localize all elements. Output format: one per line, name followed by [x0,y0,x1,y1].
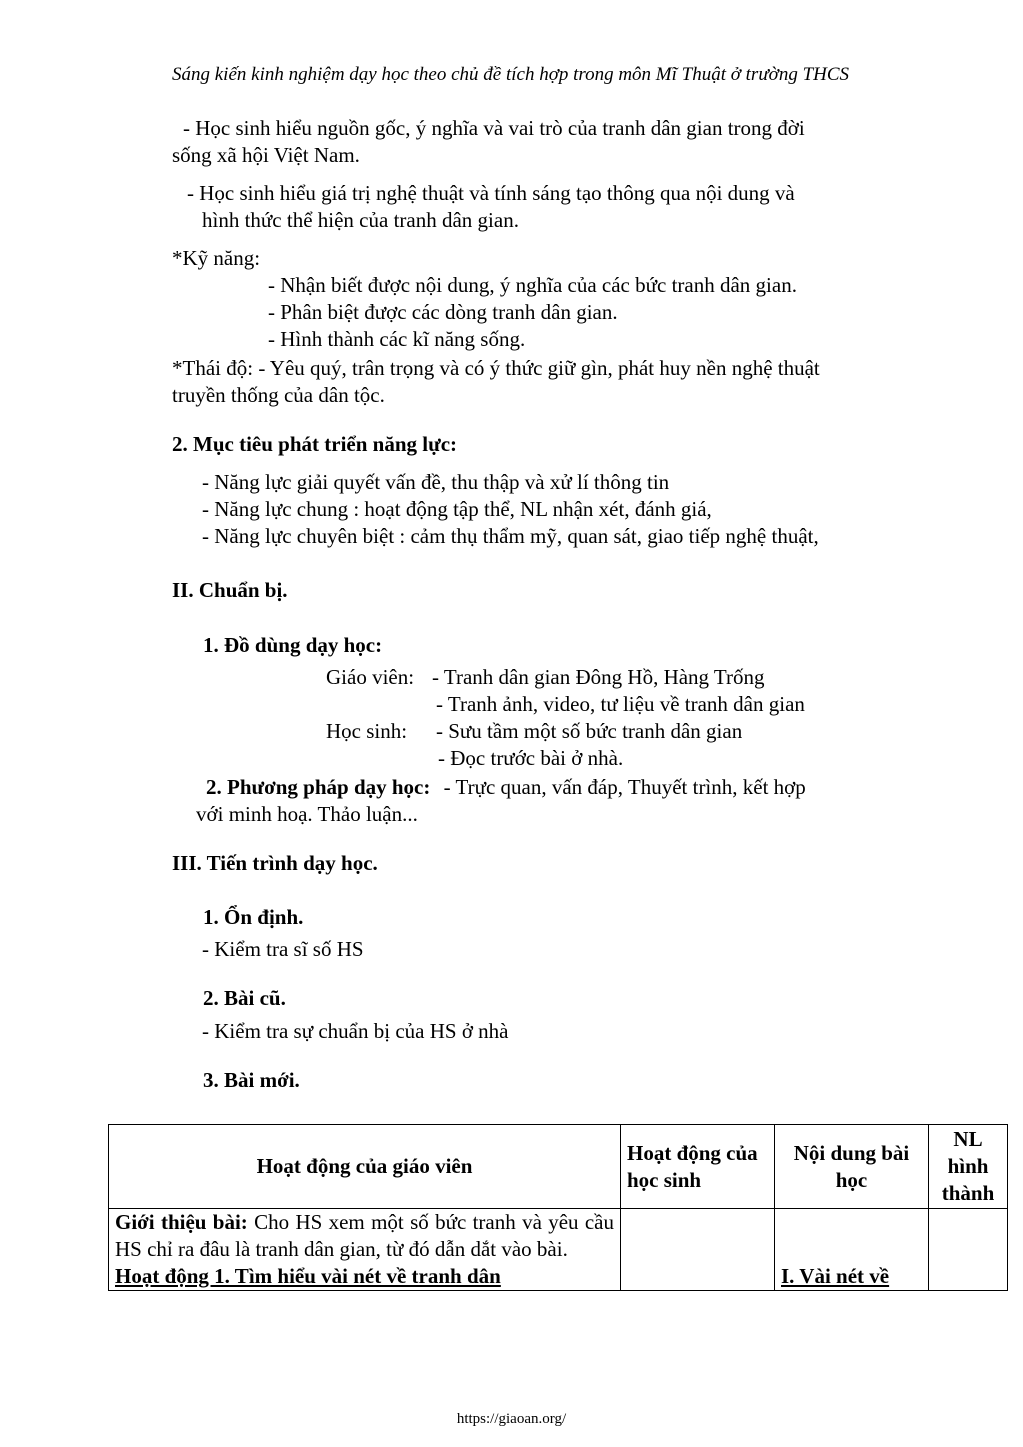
preparation-heading: II. Chuẩn bị. [172,578,288,602]
step2-heading: 2. Bài cũ. [203,986,286,1010]
method-line-2: với minh hoạ. Thảo luận... [196,802,418,826]
competency-cell [929,1209,1008,1291]
skill-item: - Phân biệt được các dòng tranh dân gian. [268,300,618,324]
header-competency: NL hình thành [929,1125,1008,1209]
teacher-label: Giáo viên: [326,665,415,689]
method-line-1 [206,774,806,801]
header-student-activity: Hoạt động của học sinh [621,1125,775,1209]
header-teacher-activity: Hoạt động của giáo viên [109,1125,621,1209]
attitude-line-2: truyền thống của dân tộc. [172,383,385,407]
table-header-row [109,1125,1008,1209]
skill-item: - Nhận biết được nội dung, ý nghĩa của các bức tranh dân gian. [268,273,797,297]
competency-heading: 2. Mục tiêu phát triển năng lực: [172,432,458,456]
step3-heading: 3. Bài mới. [203,1068,300,1092]
header-lesson-content: Nội dung bài học [775,1125,929,1209]
activity-1-title: Hoạt động 1. Tìm hiểu vài nét về tranh dân [115,1264,501,1288]
knowledge-item-1-line-2: sống xã hội Việt Nam. [172,143,360,167]
student-item: - Sưu tầm một số bức tranh dân gian [436,719,743,743]
document-header: Sáng kiến kinh nghiệm dạy học theo chủ đề tích hợp trong môn Mĩ Thuật ở trường THCS [172,64,850,85]
method-heading: 2. Phương pháp dạy học: [206,775,431,799]
skills-label: *Kỹ năng: [172,246,261,270]
competency-item: - Năng lực giải quyết vấn đề, thu thập và xử lí thông tin [202,470,670,494]
process-heading: III. Tiến trình dạy học. [172,851,378,875]
student-label: Học sinh: [326,719,408,743]
attitude-line-1: *Thái độ: - Yêu quý, trân trọng và có ý thức giữ gìn, phát huy nền nghệ thuật [172,356,820,380]
content-1-title: I. Vài nét về [781,1264,890,1288]
step2-item: - Kiểm tra sự chuẩn bị của HS ở nhà [202,1019,509,1043]
step1-heading: 1. Ổn định. [203,905,304,929]
skill-item: - Hình thành các kĩ năng sống. [268,327,526,351]
intro-text: Cho HS xem một số bức tranh và yêu cầu HS chỉ ra đâu là tranh dân gian, từ đó dẫn dắt vào bài. [115,1210,614,1261]
footer-url: https://giaoan.org/ [456,1411,567,1427]
table-row [109,1209,1008,1291]
step1-item: - Kiểm tra sĩ số HS [202,937,364,961]
knowledge-item-1-line-1: - Học sinh hiểu nguồn gốc, ý nghĩa và vai trò của tranh dân gian trong đời [183,116,805,140]
student-item: - Đọc trước bài ở nhà. [438,746,624,770]
teacher-item: - Tranh ảnh, video, tư liệu về tranh dân gian [436,692,805,716]
lesson-table [108,1124,1008,1291]
teacher-activity-cell [109,1209,621,1291]
knowledge-item-2-line-2: hình thức thể hiện của tranh dân gian. [202,208,519,232]
materials-heading: 1. Đồ dùng dạy học: [203,633,383,657]
teacher-item: - Tranh dân gian Đông Hồ, Hàng Trống [432,665,765,689]
method-text: - Trực quan, vấn đáp, Thuyết trình, kết hợp [443,775,806,799]
intro-paragraph [115,1209,614,1263]
competency-item: - Năng lực chuyên biệt : cảm thụ thẩm mỹ, quan sát, giao tiếp nghệ thuật, [202,524,819,548]
competency-item: - Năng lực chung : hoạt động tập thể, NL nhận xét, đánh giá, [202,497,712,521]
student-activity-cell [621,1209,775,1291]
lesson-content-cell [775,1209,929,1291]
intro-label: Giới thiệu bài: [115,1210,248,1234]
knowledge-item-2-line-1: - Học sinh hiểu giá trị nghệ thuật và tính sáng tạo thông qua nội dung và [187,181,795,205]
